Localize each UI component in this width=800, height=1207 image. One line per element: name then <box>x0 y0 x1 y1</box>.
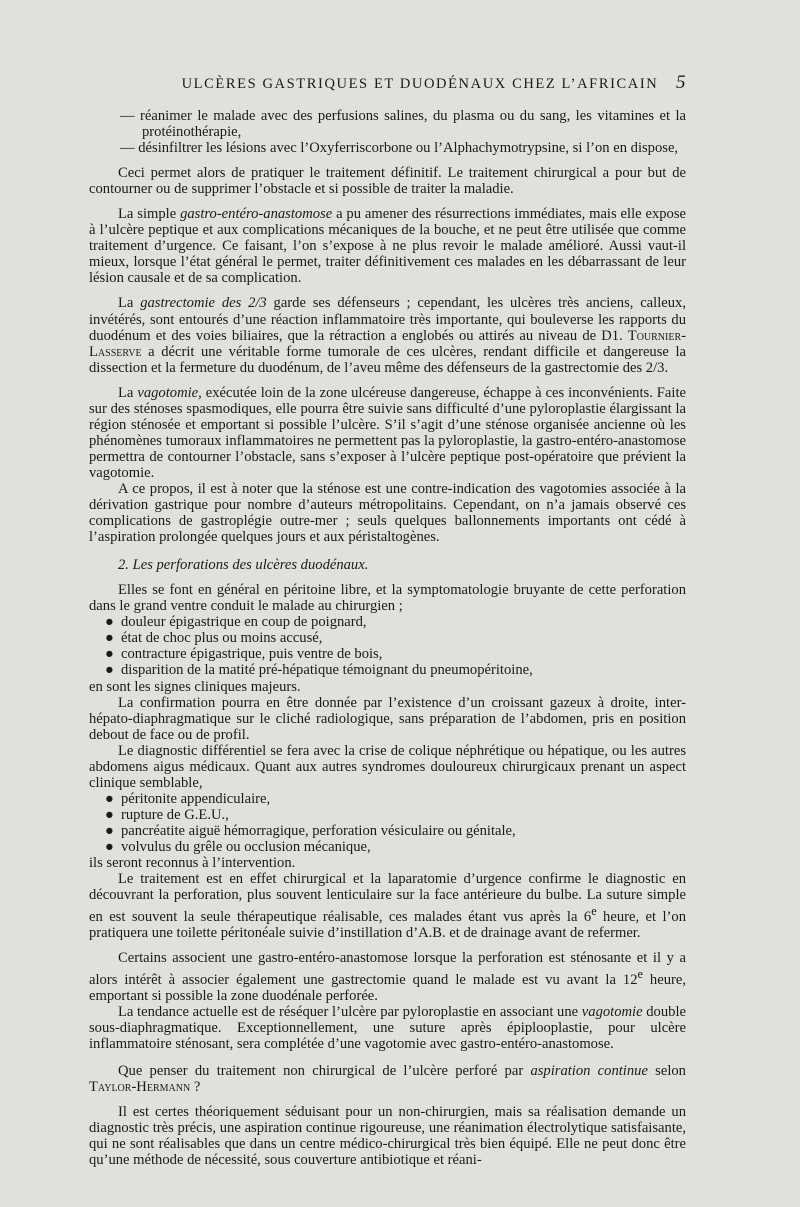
bullet-icon: ● <box>105 822 114 839</box>
page-number: 5 <box>676 72 686 93</box>
emphasis: vagotomie <box>581 1004 643 1021</box>
paragraph: Ceci permet alors de pratiquer le traitement définitif. Le traitement chirurgical a pour but de contourner ou de supprimer l’obstacle et si possible de traiter la maladie. <box>89 165 686 198</box>
bullet-icon: ● <box>105 790 114 807</box>
paragraph: Elles se font en général en péritoine libre, et la symptomatologie bruyante de cette perforation dans le grand ventre conduit le malade au chirurgien ; <box>89 582 686 615</box>
bullet-item: ● rupture de G.E.U., <box>105 806 229 823</box>
bullet-item: ● disparition de la matité pré-hépatique témoignant du pneumopéritoine, <box>105 662 533 679</box>
bullet-item: ● contracture épigastrique, puis ventre de bois, <box>105 646 383 663</box>
emphasis: vagotomie, <box>137 384 202 401</box>
bullet-icon: ● <box>105 806 114 823</box>
paragraph: en sont les signes cliniques majeurs. <box>89 678 301 695</box>
paragraph: ils seront reconnus à l’intervention. <box>89 855 296 872</box>
author-name: Taylor-Hermann <box>89 1079 191 1096</box>
author-name: Tournier-Lasserve <box>89 327 686 360</box>
paragraph: Que penser du traitement non chirurgical de l’ulcère perforé par aspiration continue selon Taylor-Hermann ? <box>89 1063 686 1096</box>
emphasis: gastro-entéro-anastomose <box>180 206 333 223</box>
bullet-icon: ● <box>105 646 114 663</box>
dash-item: — désinfiltrer les lésions avec l’Oxyferriscorbone ou l’Alphachymotrypsine, si l’on en dispose, <box>120 140 679 157</box>
bullet-icon: ● <box>105 662 114 679</box>
emphasis: aspiration continue <box>530 1063 648 1080</box>
dash-item: — réanimer le malade avec des perfusions salines, du plasma ou du sang, les vitamines et la protéinothérapie, <box>120 108 686 141</box>
bullet-item: ● douleur épigastrique en coup de poignard, <box>105 614 367 631</box>
bullet-item: ● péritonite appendiculaire, <box>105 790 271 807</box>
paragraph: La confirmation pourra en être donnée par l’existence d’un croissant gazeux à droite, inter-hépato-diaphragmatique sur le cliché radiologique, sans préparation de l’abdomen, pris en position debout de face ou de profil. <box>89 694 686 743</box>
paragraph: La simple gastro-entéro-anastomose a pu amener des résurrections immédiates, mais elle expose à l’ulcère peptique et aux complications mécaniques de la bouche, et ne peut être utilisée que comme traitement d’urgence. Ce faisant, l’on s’expose à ne plus revoir le malade amélioré. Aussi vaut-il mieux, lorsque l’état général le permet, traiter définitivement ces malades en les débarrassant de leur lésion causale et de sa complication. <box>89 206 686 287</box>
paragraph: Le diagnostic différentiel se fera avec la crise de colique néphrétique ou hépatique, ou les autres abdomens aigus médicaux. Quant aux autres syndromes douloureux chirurgicaux prenant un aspect clinique semblable, <box>89 742 686 791</box>
paragraph: La gastrectomie des 2/3 garde ses défenseurs ; cependant, les ulcères très anciens, calleux, invétérés, sont entourés d’une réaction inflammatoire très importante, qui bouleverse les rapports du duodénum et des voies biliaires, que la rétraction a englobés ou attirés au niveau de D1. Tournier-Lasserve a décrit une véritable forme tumorale de ces ulcères, rendant difficile et dangereuse la dissection et la fermeture du duodénum, de l’aveu même des défenseurs de la gastrectomie des 2/3. <box>89 295 686 376</box>
bullet-item: ● pancréatite aiguë hémorragique, perforation vésiculaire ou génitale, <box>105 822 516 839</box>
paragraph: Certains associent une gastro-entéro-anastomose lorsque la perforation est sténosante et il y a alors intérêt à associer également une gastrectomie quand le malade est vu avant la 12e heure, emportant si possible la zone duodénale perforée. <box>89 950 686 1005</box>
paragraph: La vagotomie, exécutée loin de la zone ulcéreuse dangereuse, échappe à ces inconvénients. Faite sur des sténoses spasmodiques, elle pourra être suivie sans difficulté d’une pyloroplastie élargissant la région sténosée et emportant si possible l’ulcère. S’il s’agit d’une sténose organisée ancienne où les phénomènes tumoraux inflammatoires ne permettent pas la pyloroplastie, la gastro-entéro-anastomose permettra de contourner l’obstacle, sans s’exposer à l’ulcère peptique post-opératoire que prévient la vagotomie. <box>89 384 686 481</box>
body-text <box>89 108 686 1169</box>
running-title: ULCÈRES GASTRIQUES ET DUODÉNAUX CHEZ L’AFRICAIN <box>181 76 659 92</box>
section-heading: 2. Les perforations des ulcères duodénaux. <box>118 557 369 574</box>
paragraph: Il est certes théoriquement séduisant pour un non-chirurgien, mais sa réalisation demande un diagnostic très précis, une aspiration continue rigoureuse, une réanimation électrolytique satisfaisante, qui ne sont réalisables que dans un centre médico-chirurgical très bien équipé. Elle ne peut donc être qu’une méthode de nécessité, sous couverture antibiotique et réani- <box>89 1104 686 1169</box>
paragraph: La tendance actuelle est de réséquer l’ulcère par pyloroplastie en associant une vagotomie double sous-diaphragmatique. Exceptionnellement, une suture après épiplooplastie, pour ulcère inflammatoire sténosant, sera complétée d’une vagotomie avec gastro-entéro-anastomose. <box>89 1004 686 1053</box>
bullet-icon: ● <box>105 838 114 855</box>
bullet-icon: ● <box>105 630 114 647</box>
bullet-icon: ● <box>105 614 114 631</box>
bullet-item: ● état de choc plus ou moins accusé, <box>105 630 323 647</box>
bullet-item: ● volvulus du grêle ou occlusion mécanique, <box>105 838 371 855</box>
paragraph: A ce propos, il est à noter que la sténose est une contre-indication des vagotomies associée à la dérivation gastrique pour nombre d’auteurs métropolitains. Cependant, on n’a jamais observé ces complications de gastroplégie outre-mer ; seuls quelques ballonnements importants ont cédé à l’aspiration prolongée quelques jours et aux péristaltogènes. <box>89 480 686 546</box>
emphasis: gastrectomie des 2/3 <box>140 295 267 312</box>
paragraph: Le traitement est en effet chirurgical et la laparatomie d’urgence confirme le diagnostic en découvrant la perforation, plus souvent lenticulaire sur la face antérieure du bulbe. La suture simple en est souvent la seule thérapeutique réalisable, ces malades étant vus après la 6e heure, et l’on pratiquera une toilette péritonéale suivie d’instillation d’A.B. et de drainage avant de refermer. <box>89 871 687 942</box>
